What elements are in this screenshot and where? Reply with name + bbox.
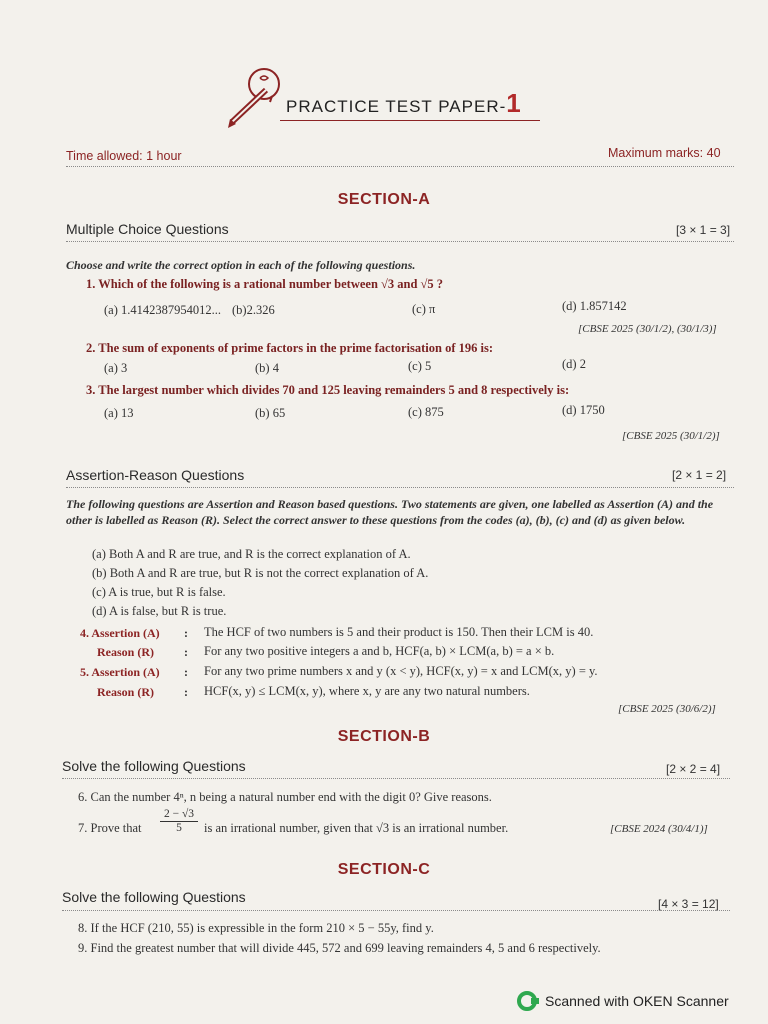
section-a-heading: SECTION-A <box>337 191 431 208</box>
ar-code-c: (c) A is true, but R is false. <box>92 585 226 599</box>
time-allowed: Time allowed: 1 hour <box>66 149 182 163</box>
maximum-marks: Maximum marks: 40 <box>608 146 721 160</box>
q3-option-c: (c) 875 <box>408 405 444 419</box>
q2-option-a: (a) 3 <box>104 361 128 375</box>
divider <box>62 778 730 779</box>
ar-code-a: (a) Both A and R are true, and R is the correct explanation of A. <box>92 547 411 561</box>
q3-option-d: (d) 1750 <box>562 403 605 417</box>
q2-option-d: (d) 2 <box>562 357 586 371</box>
assertion-4-sep: : <box>184 626 188 640</box>
section-c-heading: SECTION-C <box>337 861 431 878</box>
divider <box>66 241 734 242</box>
question-2: 2. The sum of exponents of prime factors in the prime factorisation of 196 is: <box>86 341 494 355</box>
page-title-text: PRACTICE TEST PAPER- <box>286 97 507 116</box>
section-b-marks: [2 × 2 = 4] <box>666 762 721 776</box>
question-3: 3. The largest number which divides 70 and 125 leaving remainders 5 and 8 respectively is: <box>86 383 570 397</box>
assertion-5-label: 5. Assertion (A) <box>80 665 160 679</box>
page-title <box>286 88 522 119</box>
section-c-title: Solve the following Questions <box>62 889 246 905</box>
ar-instruction: The following questions are Assertion and Reason based questions. Two statements are given, one labelled as Assertion (A) and the other is labelled as Reason (R). Select the correct answer to these questions from the codes (a), (b), (c) and (d) as given below. <box>66 497 714 527</box>
q7-denominator: 5 <box>176 822 182 834</box>
q3-option-b: (b) 65 <box>255 406 286 420</box>
q1-source: [CBSE 2025 (30/1/2), (30/1/3)] <box>578 323 717 335</box>
bulb-pencil-icon <box>226 64 286 130</box>
question-1: 1. Which of the following is a rational number between √3 and √5 ? <box>86 277 444 291</box>
oken-scanner-watermark <box>517 990 729 1012</box>
reason-5-text: HCF(x, y) ≤ LCM(x, y), where x, y are any two natural numbers. <box>204 684 530 698</box>
ar-source: [CBSE 2025 (30/6/2)] <box>618 703 716 715</box>
reason-4-sep: : <box>184 645 188 659</box>
q7-suffix: is an irrational number, given that √3 is an irrational number. <box>204 821 509 835</box>
mcq-title: Multiple Choice Questions <box>66 221 229 237</box>
ar-marks: [2 × 1 = 2] <box>672 468 727 482</box>
q1-option-b: (b)2.326 <box>232 303 275 317</box>
scanner-text: Scanned with OKEN Scanner <box>545 993 729 1009</box>
assertion-5-text: For any two prime numbers x and y (x < y), HCF(x, y) = x and LCM(x, y) = y. <box>204 664 598 678</box>
oken-logo-icon <box>517 990 539 1012</box>
ar-title: Assertion-Reason Questions <box>66 467 245 483</box>
page-title-number: 1 <box>506 88 522 118</box>
q7-prefix: 7. Prove that <box>78 821 142 835</box>
mcq-marks: [3 × 1 = 3] <box>676 223 731 237</box>
q2-option-b: (b) 4 <box>255 361 279 375</box>
question-9: 9. Find the greatest number that will divide 445, 572 and 699 leaving remainders 4, 5 and 6 respectively. <box>78 941 601 955</box>
reason-5-sep: : <box>184 685 188 699</box>
q1-option-d: (d) 1.857142 <box>562 299 627 313</box>
assertion-4-text: The HCF of two numbers is 5 and their product is 150. Then their LCM is 40. <box>204 625 594 639</box>
divider <box>62 910 730 911</box>
title-underline <box>280 120 540 121</box>
divider <box>66 166 734 167</box>
section-c-marks: [4 × 3 = 12] <box>658 897 719 911</box>
question-6: 6. Can the number 4ⁿ, n being a natural number end with the digit 0? Give reasons. <box>78 790 492 804</box>
q1-option-c: (c) π <box>412 302 436 316</box>
assertion-5-sep: : <box>184 665 188 679</box>
q3-source: [CBSE 2025 (30/1/2)] <box>622 430 720 442</box>
q2-option-c: (c) 5 <box>408 359 432 373</box>
divider <box>66 487 734 488</box>
assertion-4-label: 4. Assertion (A) <box>80 626 160 640</box>
q7-fraction <box>160 808 198 834</box>
section-b-heading: SECTION-B <box>337 728 431 745</box>
reason-4-text: For any two positive integers a and b, HCF(a, b) × LCM(a, b) = a × b. <box>204 644 555 658</box>
ar-code-d: (d) A is false, but R is true. <box>92 604 227 618</box>
q7-source: [CBSE 2024 (30/4/1)] <box>610 823 708 835</box>
q3-option-a: (a) 13 <box>104 406 134 420</box>
mcq-instruction: Choose and write the correct option in each of the following questions. <box>66 258 416 272</box>
reason-4-label: Reason (R) <box>97 645 154 659</box>
question-8: 8. If the HCF (210, 55) is expressible in the form 210 × 5 − 55y, find y. <box>78 921 434 935</box>
section-b-title: Solve the following Questions <box>62 758 246 774</box>
q1-option-a: (a) 1.4142387954012... <box>104 303 221 317</box>
q7-numerator: 2 − √3 <box>160 808 198 822</box>
ar-code-b: (b) Both A and R are true, but R is not the correct explanation of A. <box>92 566 429 580</box>
reason-5-label: Reason (R) <box>97 685 154 699</box>
